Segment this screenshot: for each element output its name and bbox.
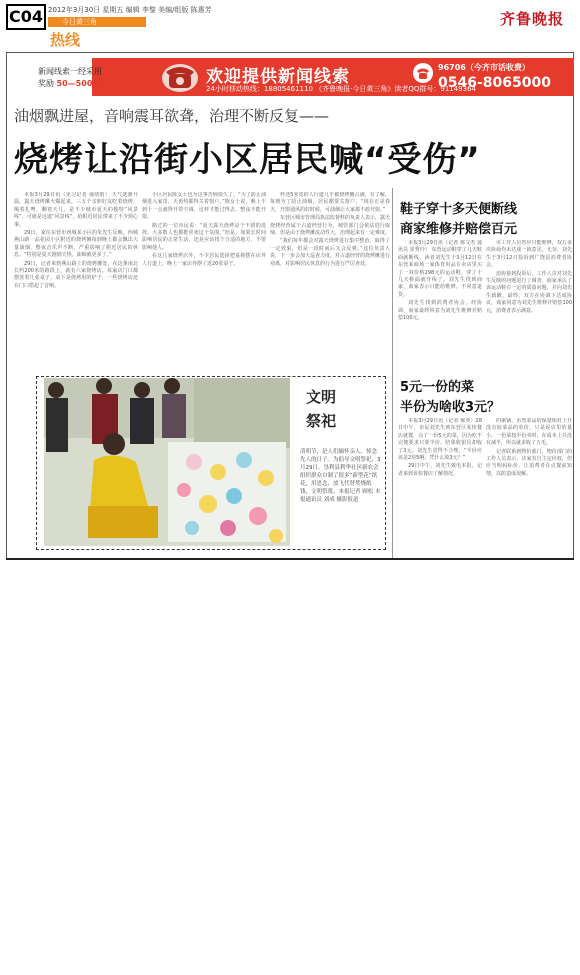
photo-title-line-2: 祭祀: [306, 412, 337, 430]
paragraph: 本报3月29日讯（见习记者 强靖雨） 天气逐渐升温，露天烧烤摊火爆起来。三五个亲朋好友吃着烧烤、喝着扎啤，聊着天儿，是不少城市夏天的独特“风景线”。可就是这道“风景线”，给附近居民带来了不少烦心事。: [14, 192, 138, 228]
banner-reward-panel: [8, 58, 92, 96]
page-bottom-rule: [6, 558, 574, 560]
paragraph: 29日，家住东营市西城某小区的朱先生反映，西城燕山路一品花园小区附近的烧烤摊每到晚上都会飘出大量油烟，整夜音乐声不断，严重影响了附近居民的休息。“特别是夏天刚到天热，油烟就更多了。”: [14, 230, 138, 259]
page-number: C04: [6, 4, 46, 30]
section-name: 热线: [50, 31, 81, 49]
paragraph: 的粥铺，虽然菜品的保量相对上升没有较菜品的单价，只是说店里的量小，一份菜按半份卖时，在成本上并没有减半，所以就多收了五毛。: [486, 418, 572, 447]
banner-phone-number: 0546-8065000: [438, 75, 551, 91]
side-story-2-column-2: [486, 418, 572, 556]
paragraph: 记者联系到物价部门，物价部门的工作人员表示，店家有自主定价权，但应当明码标价，让消费者在点餐前知情，以防造成误解。: [486, 448, 572, 477]
banner-short-number: 96706（今齐市话收费）: [438, 63, 530, 72]
paragraph: 路过的一位市民说：“夏天露天烧烤是个不错的选择，大多数人也都挺喜欢这个氛围。”但是，如果长时间影响居民的正常生活，还是应该找个合适的地方，不要影响他人。: [142, 222, 266, 251]
side-story-2-title: 5元一份的菜: [400, 380, 475, 395]
paragraph: 在这几家烧烤店外，不少居民选择把桌椅摆在店外人行道上，晚上一家店外摆了近20张桌子。: [142, 253, 266, 267]
banner-reward-prefix: 奖励: [38, 79, 54, 88]
banner-title: 欢迎提供新闻线索: [206, 67, 350, 87]
article-headline: 烧烤让沿街小区居民喊“受伤”: [14, 140, 481, 180]
banner-mobile-hotline: 24小时移动热线：18805461110 《齐鲁晚报·今日黄三角》读者QQ群号：91149364: [206, 85, 476, 93]
paragraph: 29日，记者来到燕山路上的烧烤摊处，在这条南北长约200米的路段上，就有六家烧烤店。每家店门口都摆放着几张桌子，桌下是烧烤用的炉子，一些烧烤店还在门口搭起了音响。: [14, 260, 138, 289]
page-date-editor-line: 2012年3月30日 星期五 编辑 李黎 美编/组版 陈惠芳: [48, 6, 212, 14]
photo-title-line-1: 文明: [306, 388, 337, 406]
side-story-1-subtitle: 商家维修并赔偿百元: [400, 222, 518, 237]
paragraph: 市工作人员答应只能维修，双方多次协商均未达成一致意见。无奈，刘先生于3月12日投诉到广饶县消费者协会。: [486, 240, 572, 269]
column-divider: [392, 188, 393, 558]
banner-reward-range: 50—500元: [56, 79, 101, 88]
photo-caption: 清明节，是人们缅怀亲人、悼念先人的日子。为倡导文明祭祀，3月29日，垦利县利华社区新农会组织群众自制了很多“新型花”纸花，用思念、放飞代替焚烧纸钱，文明祭奠。本报记者 顾松 本报通讯员 刘成 摄影报道: [300, 449, 381, 503]
article-column-2: [142, 192, 266, 364]
paragraph: 刘先生找到消费者协会，经协调，商家最终同意为刘先生维修并赔偿100元。: [398, 300, 482, 322]
paragraph: 本报3月29日讯（记者 郝奕）28日中午，市民刘先生到东营区某快餐店就餐，点了一份5元的菜，因为吃不完便要求只要半份，结果收银员却收了3元。刘先生觉得不合理，“半份应该是2块5啊，凭什么收3元？”: [398, 418, 482, 462]
banner-reward-line: 新闻线索一经采用: [38, 67, 102, 76]
telephone-icon: [160, 60, 200, 98]
side-story-2-subtitle: 半份为啥收3元？: [400, 400, 501, 415]
banner-reward-amount: [38, 78, 100, 89]
paragraph: “我们每年都会对露天烧烤进行集中整治，取得了一定效果，但是一段时间后又会反弹。”这位负责人说，下一步会加大巡查力度，对占道经营的烧烤摊进行劝离，对影响居民休息的行为进行严厉查处。: [270, 238, 390, 267]
paragraph: 东营区城市管理局执法监督科的负责人表示，露天烧烤经营属于占道经营行为，城管部门会依法进行取缔，但是由于烧烤摊流动性大，治理起来有一定难度。: [270, 215, 390, 237]
telephone-icon: [412, 62, 434, 88]
paragraph: 样还5米宽的人行道几乎被烧烤摊占满，有了解，每到为了防止油烟，居民都要关窗户。“现在正是春天，开窗通风的好时候，可油烟让大家都不敢开窗。”: [270, 192, 390, 213]
paragraph: 本报3月29日讯（记者 郝文杰 通讯员 崔秀玲） 东营运动鞋穿了几天鞋面就断线，读者刘先生于3月12日在东营某商场一家体育用品专卖店里买了一双价格298元的运动鞋，穿了十几天鞋面就开线了。刘先生找到商家，商家表示只能给维修，不同意退货。: [398, 240, 482, 298]
section-tag: 今日黄三角: [48, 17, 146, 27]
side-story-1-column-2: [486, 240, 572, 366]
side-story-1-title: 鞋子穿十多天便断线: [400, 202, 518, 217]
paragraph: 29日中午，刘先生致电本报，记者来到该快餐店了解情况。: [398, 463, 482, 477]
paragraph: 小区居民陈女士也为这事苦恼很久了。“为了防止油烟进入家里，天再热都得关着窗户。”陈女士说，晚上不到十一点就得开着空调，这样才能过得去，整夜不能开窗。: [142, 192, 266, 221]
article-kicker: 油烟飘进屋，音响震耳欲聋，治理不断反复——: [14, 107, 330, 125]
article-column-1: [14, 192, 138, 364]
photo-paper-flowers: [44, 378, 290, 546]
article-column-3: [270, 192, 390, 364]
side-story-1-column-1: [398, 240, 482, 366]
paragraph: 消协接到投诉后，工作人员对刘先生反映的问题进行了调查，商家承认了该运动鞋有一定的质量问题，并向刘先生致歉，最终，双方在协调下达成协议，商家同意为刘先生维修并赔偿100元，消费者表示满意。: [486, 270, 572, 314]
newspaper-logo: 齐鲁晚报: [500, 10, 565, 28]
side-story-2-column-1: [398, 418, 482, 556]
